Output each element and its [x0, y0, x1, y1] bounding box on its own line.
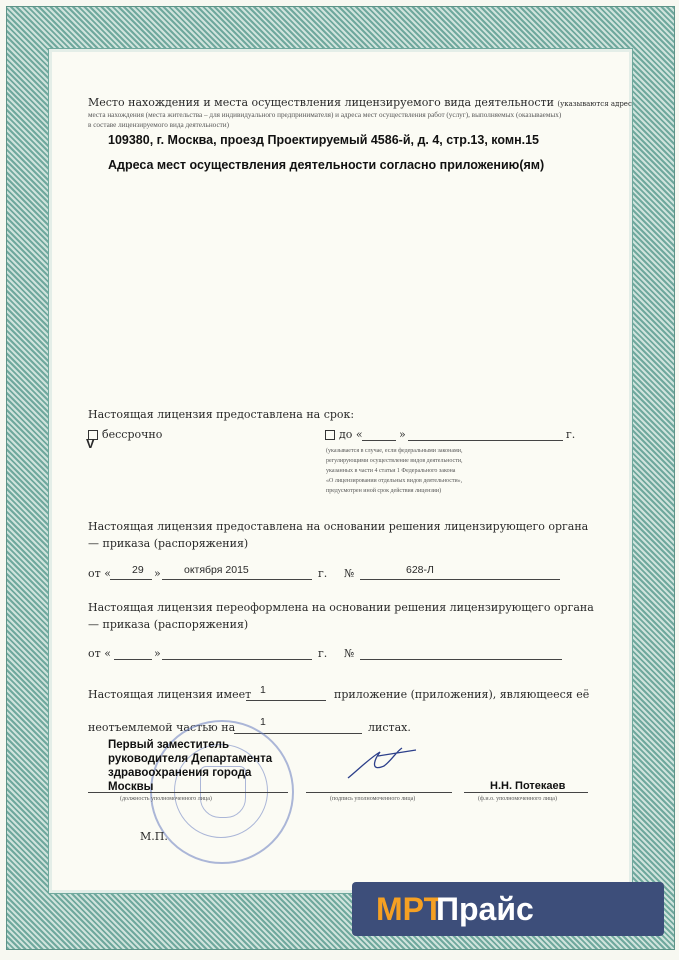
- until-day-line: [362, 440, 396, 441]
- handwritten-signature: [340, 738, 420, 788]
- signer-position-line-2: руководителя Департамента: [108, 753, 273, 765]
- grant-number-line: [360, 579, 560, 580]
- logo-part-1: МРТ: [376, 891, 444, 927]
- grant-month-year: октября 2015: [184, 564, 249, 576]
- position-line: [88, 792, 288, 793]
- reissue-day-line: [114, 659, 152, 660]
- grant-line-1: Настоящая лицензия предоставлена на основании решения лицензирующего органа: [88, 520, 589, 533]
- term-until-option: [325, 428, 363, 441]
- until-label: до «: [339, 428, 363, 441]
- location-note-line-2: места нахождения (места жительства – для индивидуального предпринимателя) и адреса мест осуществления работ (услуг), выполняемых (оказываемых): [88, 111, 562, 119]
- term-note-5: предусмотрен иной срок действия лицензии): [326, 488, 442, 494]
- appendix-text-4: листах.: [368, 721, 411, 734]
- signer-position-line-1: Первый заместитель: [108, 739, 230, 751]
- license-address: 109380, г. Москва, проезд Проектируемый 4586-й, д. 4, стр.13, комн.15: [108, 133, 539, 147]
- caption-name: (ф.и.о. уполномоченного лица): [478, 796, 557, 802]
- signature-line: [306, 792, 452, 793]
- term-note-3: указанных в части 4 статьи 1 Федерального закона: [326, 468, 456, 474]
- term-unlimited-option: [88, 428, 162, 441]
- unlimited-label: бессрочно: [102, 428, 163, 441]
- name-line: [464, 792, 588, 793]
- until-year-suffix: г.: [566, 428, 576, 441]
- location-heading-note: (указываются адрес: [557, 100, 632, 108]
- reissue-date-line: [162, 659, 312, 660]
- appendix-text-2: приложение (приложения), являющееся её: [334, 688, 590, 701]
- grant-close-quote: »: [154, 567, 161, 580]
- addresses-note: Адреса мест осуществления деятельности согласно приложению(ям): [108, 158, 545, 172]
- signer-position-line-3: здравоохранения города: [108, 767, 252, 779]
- until-date-line: [408, 440, 563, 441]
- reissue-number-label: №: [344, 647, 355, 660]
- check-mark: V: [86, 436, 95, 451]
- appendix-count-line: [246, 700, 326, 701]
- reissue-number-line: [360, 659, 562, 660]
- grant-number-label: №: [344, 567, 355, 580]
- term-heading: Настоящая лицензия предоставлена на срок:: [88, 408, 355, 421]
- caption-signature: (подпись уполномоченного лица): [330, 796, 416, 802]
- grant-day: 29: [132, 564, 144, 576]
- grant-from-label: от «: [88, 567, 111, 580]
- appendix-text-1: Настоящая лицензия имеет: [88, 688, 252, 701]
- signer-position: [108, 738, 272, 794]
- reissue-year-suffix: г.: [318, 647, 328, 660]
- signer-name: Н.Н. Потекаев: [490, 780, 566, 792]
- location-heading: [88, 96, 632, 109]
- stamp-place-label: М.П.: [140, 830, 168, 843]
- grant-date-line: [162, 579, 312, 580]
- logo-part-2: Прайс: [436, 891, 534, 927]
- term-note-1: (указывается в случае, если федеральными законами,: [326, 448, 463, 454]
- appendix-sheets: 1: [260, 716, 266, 728]
- grant-day-line: [110, 579, 152, 580]
- grant-year-suffix: г.: [318, 567, 328, 580]
- location-heading-text: Место нахождения и места осуществления лицензируемого вида деятельности: [88, 96, 554, 109]
- reissue-line-2: — приказа (распоряжения): [88, 618, 249, 631]
- caption-position: (должность уполномоченного лица): [120, 796, 212, 802]
- reissue-from-label: от «: [88, 647, 111, 660]
- term-note-2: регулирующими осуществление видов деятельности,: [326, 458, 463, 464]
- grant-line-2: — приказа (распоряжения): [88, 537, 249, 550]
- until-close-quote: »: [399, 428, 406, 441]
- location-note-line-3: в составе лицензируемого вида деятельности): [88, 121, 230, 129]
- reissue-line-1: Настоящая лицензия переоформлена на основании решения лицензирующего органа: [88, 601, 594, 614]
- watermark-logo: [352, 882, 664, 936]
- term-note-4: «О лицензировании отдельных видов деятельности»,: [326, 478, 463, 484]
- appendix-count: 1: [260, 684, 266, 696]
- grant-number: 628-Л: [406, 564, 434, 576]
- until-checkbox: [325, 430, 335, 440]
- appendix-text-3: неотъемлемой частью на: [88, 721, 236, 734]
- reissue-close-quote: »: [154, 647, 161, 660]
- signer-position-line-4: Москвы: [108, 781, 154, 793]
